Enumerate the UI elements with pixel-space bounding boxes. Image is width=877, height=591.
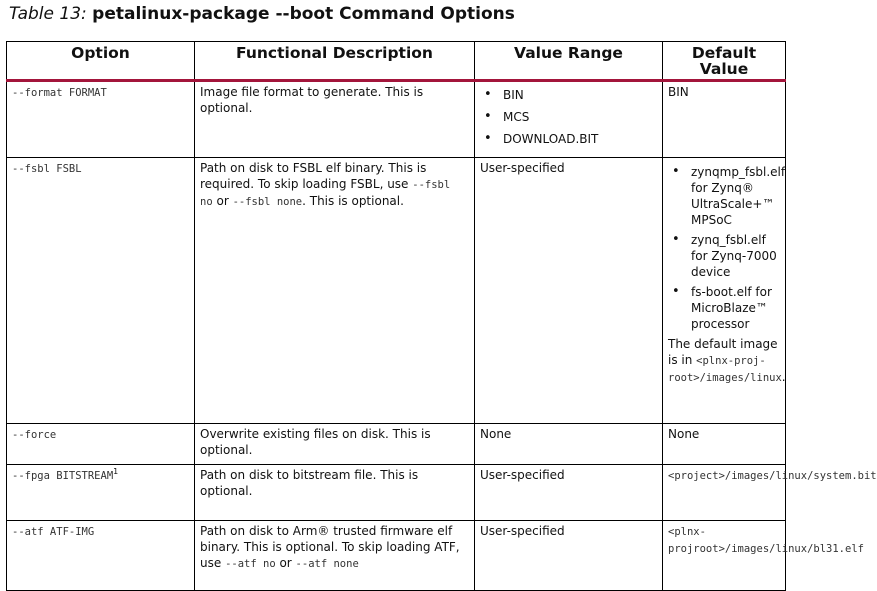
option-cell <box>7 424 195 465</box>
table-row <box>7 465 786 521</box>
table-row <box>7 81 786 158</box>
option-name: --force <box>12 429 57 441</box>
description-cell: Overwrite existing files on disk. This is optional. <box>195 424 475 465</box>
list-item: • zynqmp_fsbl.elf for Zynq® UltraScale+™ MPSoC <box>668 164 780 228</box>
value-range-cell: User-specified <box>475 521 663 591</box>
default-location-note: The default image is in <plnx-proj-root>/images/linux. <box>668 337 786 384</box>
list-item: • DOWNLOAD.BIT <box>480 131 657 147</box>
header-row <box>7 42 786 81</box>
option-name: --fsbl FSBL <box>12 163 82 175</box>
default-value-cell <box>663 521 864 591</box>
value-range-cell: User-specified <box>475 158 663 424</box>
value-range-list <box>480 87 657 147</box>
list-item: • BIN <box>480 87 657 103</box>
table-row <box>7 424 786 465</box>
option-cell <box>7 465 195 521</box>
description-cell: Path on disk to bitstream file. This is optional. <box>195 465 475 521</box>
default-value-cell <box>663 158 786 424</box>
list-item: • MCS <box>480 109 657 125</box>
default-path: <plnx-projroot>/images/linux/bl31.elf <box>668 526 864 555</box>
value-range-cell: None <box>475 424 663 465</box>
inline-code: --fsbl none <box>232 196 303 208</box>
table-number: Table 13: <box>9 4 87 24</box>
default-value-cell: None <box>663 424 786 465</box>
description-cell: Path on disk to Arm® trusted firmware elf binary. This is optional. To skip loading ATF, use --atf no or --atf none <box>195 521 475 591</box>
value-range-cell: User-specified <box>475 465 663 521</box>
option-name: --atf ATF-IMG <box>12 526 95 538</box>
footnote-marker: 1 <box>113 467 119 476</box>
default-path: <project>/images/linux/system.bit <box>668 470 877 482</box>
table-row <box>7 521 786 591</box>
header-option: Option <box>7 42 195 81</box>
option-cell <box>7 158 195 424</box>
inline-code: --atf no <box>225 558 276 570</box>
option-name: --format FORMAT <box>12 87 107 99</box>
list-item: • fs-boot.elf for MicroBlaze™ processor <box>668 284 780 332</box>
inline-code: --atf none <box>295 558 359 570</box>
command-options-table <box>6 41 877 591</box>
description-cell: Image file format to generate. This is optional. <box>195 81 475 158</box>
inline-code: <plnx-proj-root>/images/linux <box>668 355 782 384</box>
default-value-cell <box>663 465 877 521</box>
list-item: • zynq_fsbl.elf for Zynq-7000 device <box>668 232 780 280</box>
header-value-range: Value Range <box>475 42 663 81</box>
table-title: petalinux-package --boot Command Options <box>92 4 515 24</box>
option-cell <box>7 521 195 591</box>
description-cell: Path on disk to FSBL elf binary. This is required. To skip loading FSBL, use --fsbl no or --fsbl none. This is optional. <box>195 158 475 424</box>
value-range-cell <box>475 81 663 158</box>
table-row <box>7 158 786 424</box>
default-value-list <box>668 164 786 332</box>
table-caption <box>9 4 515 24</box>
header-functional-description: Functional Description <box>195 42 475 81</box>
default-value-cell: BIN <box>663 81 786 158</box>
option-name: --fpga BITSTREAM <box>12 470 114 482</box>
option-cell <box>7 81 195 158</box>
inline-code: --fsbl no <box>200 179 451 208</box>
header-default-value: Default Value <box>663 42 786 81</box>
